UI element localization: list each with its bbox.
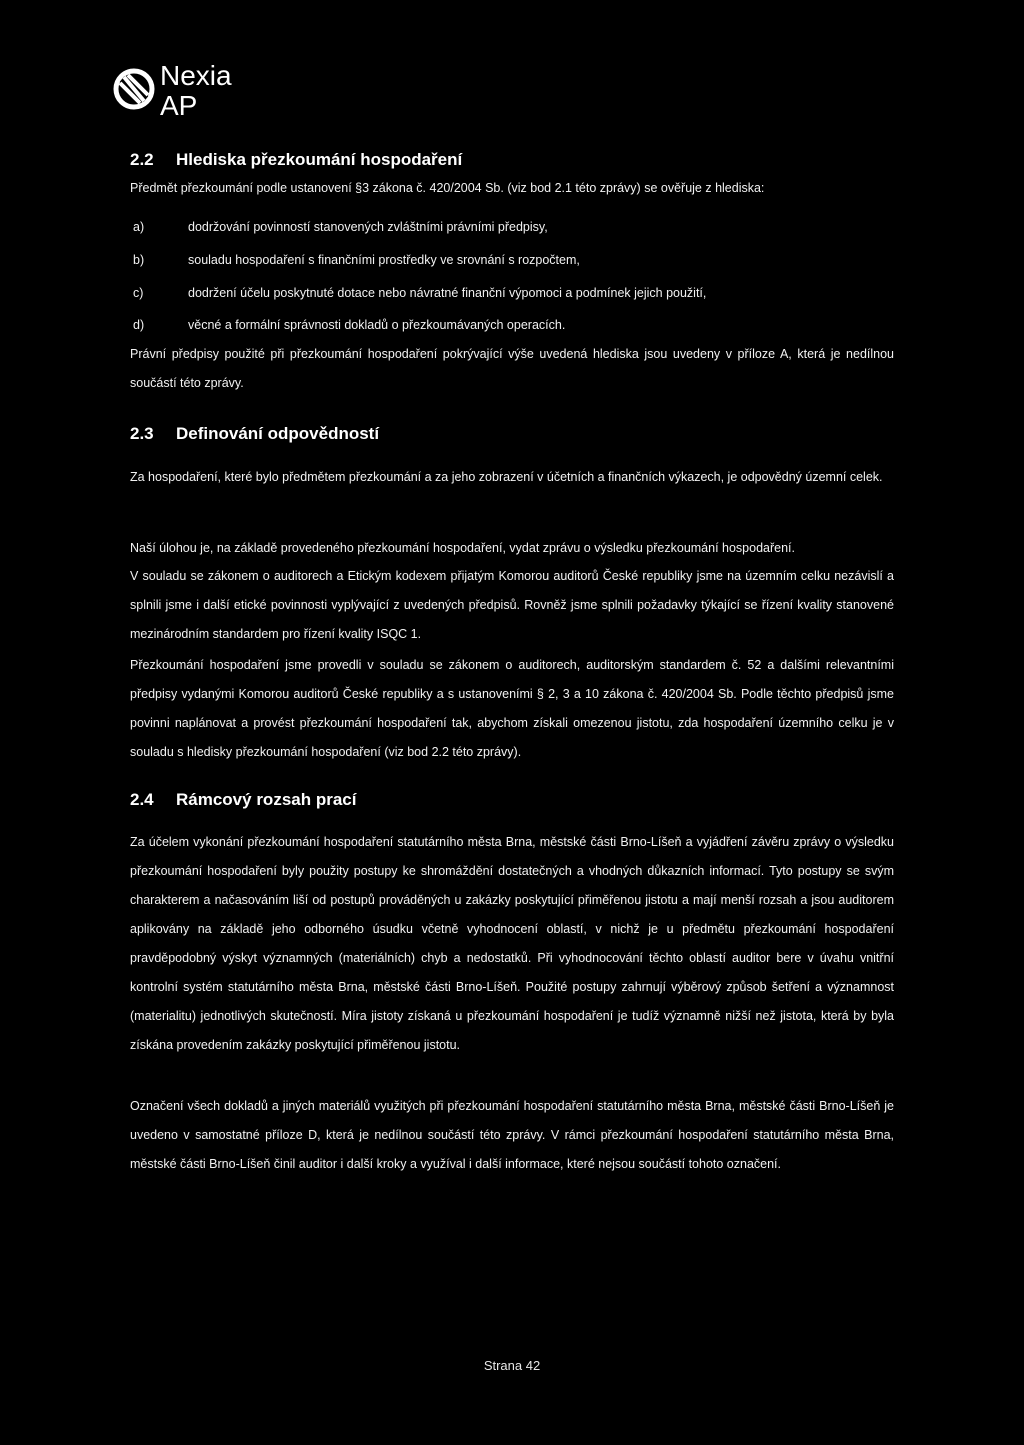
- list-text: souladu hospodaření s finančními prostředky ve srovnání s rozpočtem,: [188, 253, 580, 267]
- section-2-4-heading: [130, 790, 356, 810]
- nexia-logo-mark-icon: [112, 67, 156, 111]
- list-item: [133, 253, 580, 267]
- list-item: [133, 286, 706, 300]
- nexia-ap-logo: [112, 55, 272, 135]
- section-2-3-heading: [130, 424, 379, 444]
- section-title: Rámcový rozsah prací: [176, 790, 357, 809]
- logo-line-1: Nexia: [160, 60, 232, 91]
- section-2-3-paragraph-2: Naší úlohou je, na základě provedeného přezkoumání hospodaření, vydat zprávu o výsledku přezkoumání hospodaření.: [130, 541, 796, 555]
- section-number: 2.4: [130, 790, 154, 809]
- logo-line-2: AP: [160, 90, 198, 121]
- logo-wordmark: [160, 61, 232, 121]
- section-2-2-legal-paragraph: Právní předpisy použité při přezkoumání hospodaření pokrývající výše uvedená hlediska jsou uvedeny v příloze A, která je nedílnou součástí této zprávy.: [130, 347, 894, 390]
- page-number: Strana 42: [483, 1358, 541, 1373]
- list-text: věcné a formální správnosti dokladů o přezkoumávaných operacích.: [188, 318, 566, 332]
- list-text: dodržení účelu poskytnuté dotace nebo návratné finanční výpomoci a podmínek jejich použití,: [188, 286, 707, 300]
- section-2-3-paragraph-4: Přezkoumání hospodaření jsme provedli v souladu se zákonem o auditorech, auditorským standardem č. 52 a dalšími relevantními předpisy vydanými Komorou auditorů České republiky a s ustanoveními § 2, 3 a 10 zákona č. 420/2004 Sb. Podle těchto předpisů jsme povinni naplánovat a provést přezkoumání hospodaření tak, abychom získali omezenou jistotu, zda hospodaření územního celku je v souladu s hledisky přezkoumání hospodaření (viz bod 2.2 této zprávy).: [130, 658, 894, 759]
- section-2-2-intro: Předmět přezkoumání podle ustanovení §3 zákona č. 420/2004 Sb. (viz bod 2.1 této zprávy) se ověřuje z hlediska:: [130, 181, 765, 195]
- list-marker: b): [133, 253, 145, 267]
- section-2-3-paragraph-1: Za hospodaření, které bylo předmětem přezkoumání a za jeho zobrazení v účetních a finančních výkazech, je odpovědný územní celek.: [130, 470, 883, 484]
- list-marker: a): [133, 220, 145, 234]
- section-title: Definování odpovědností: [176, 424, 380, 443]
- section-number: 2.3: [130, 424, 154, 443]
- list-item: [133, 318, 565, 332]
- section-2-4-paragraph-1: Za účelem vykonání přezkoumání hospodaření statutárního města Brna, městské části Brno-Líšeň a vyjádření závěru zprávy o výsledku přezkoumání hospodaření byly použity postupy ke shromáždění dostatečných a vhodných důkazních informací. Tyto postupy se svým charakterem a načasováním liší od postupů prováděných u zakázky poskytující přiměřenou jistotu a mají menší rozsah a jsou auditorem aplikovány na základě jeho odborného úsudku včetně vyhodnocení oblastí, v nichž je u předmětu přezkoumání hospodaření pravděpodobný výskyt významných (materiálních) chyb a nedostatků. Při vyhodnocování těchto oblastí auditor bere v úvahu vnitřní kontrolní systém statutárního města Brna, městské části Brno-Líšeň. Použité postupy zahrnují výběrový způsob šetření a významnost (materialitu) jednotlivých skutečností. Míra jistoty získaná u přezkoumání hospodaření je tudíž významně nižší než jistota, která by byla získána provedením zakázky poskytující přiměřenou jistotu.: [130, 835, 894, 1052]
- section-2-3-paragraph-3: V souladu se zákonem o auditorech a Etickým kodexem přijatým Komorou auditorů České republiky jsme na územním celku nezávislí a splnili jsme i další etické povinnosti vyplývající z uvedených předpisů. Rovněž jsme splnili požadavky týkající se řízení kvality stanovené mezinárodním standardem pro řízení kvality ISQC 1.: [130, 569, 894, 641]
- list-text: dodržování povinností stanovených zvláštními právními předpisy,: [188, 220, 548, 234]
- section-2-2-heading: [130, 150, 462, 170]
- list-marker: d): [133, 318, 145, 332]
- section-number: 2.2: [130, 150, 154, 169]
- section-2-4-paragraph-2: Označení všech dokladů a jiných materiálů využitých při přezkoumání hospodaření statutárního města Brna, městské části Brno-Líšeň je uvedeno v samostatné příloze D, která je nedílnou součástí této zprávy. V rámci přezkoumání hospodaření statutárního města Brna, městské části Brno-Líšeň činil auditor i další kroky a využíval i další informace, které nejsou součástí tohoto označení.: [130, 1099, 894, 1171]
- section-title: Hlediska přezkoumání hospodaření: [176, 150, 463, 169]
- list-marker: c): [133, 286, 144, 300]
- list-item: [133, 220, 548, 234]
